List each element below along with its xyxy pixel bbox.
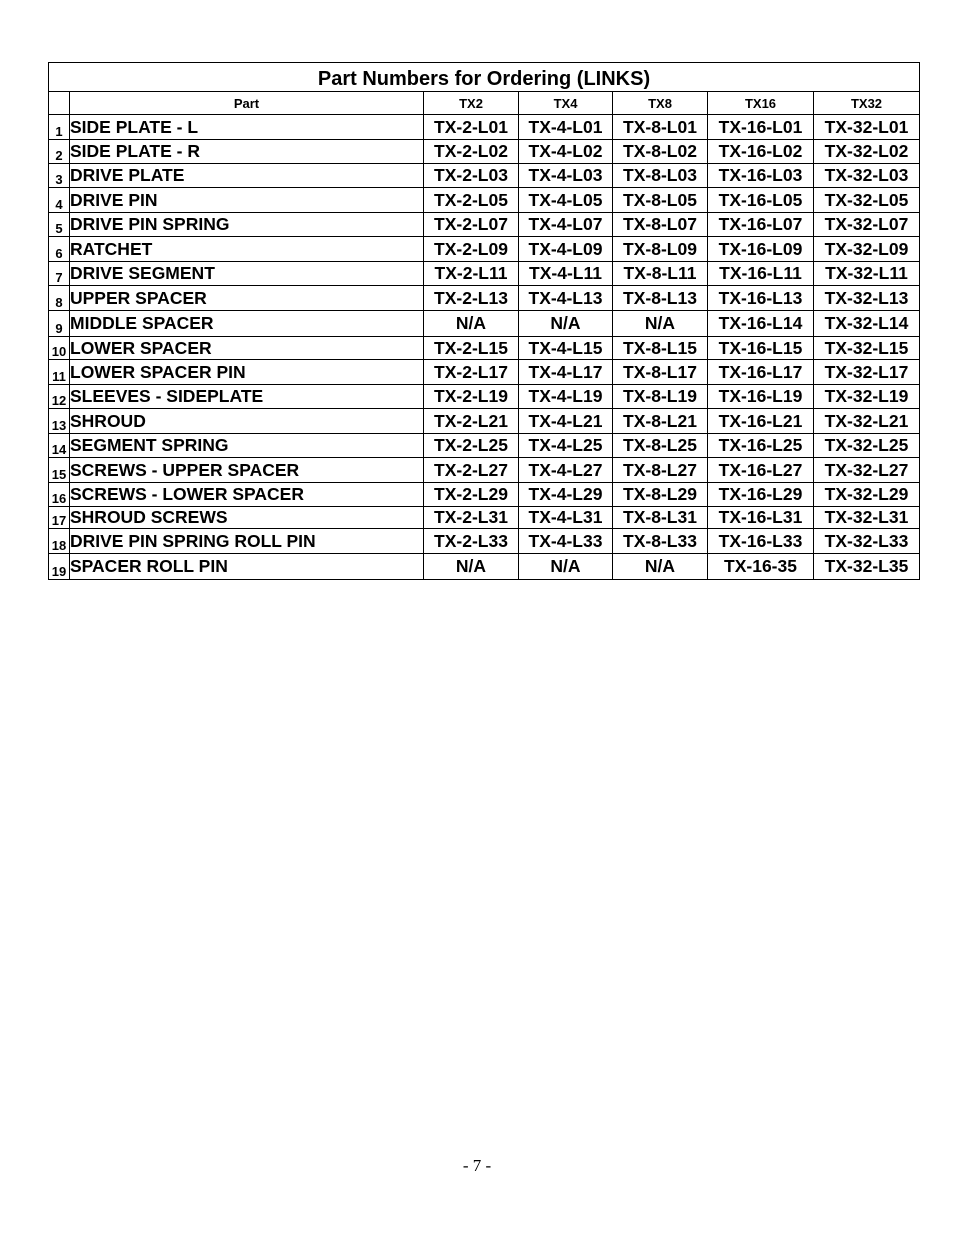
row-number: 12 xyxy=(49,385,70,409)
table-row xyxy=(49,164,920,188)
part-name: SCREWS - UPPER SPACER xyxy=(70,458,424,483)
header-tx32: TX32 xyxy=(814,92,920,115)
part-name: DRIVE PLATE xyxy=(70,164,424,188)
table-row xyxy=(49,385,920,409)
row-number: 2 xyxy=(49,140,70,164)
part-number-tx4: TX-4-L01 xyxy=(519,115,613,140)
part-number-tx4: TX-4-L17 xyxy=(519,360,613,385)
part-number-tx16: TX-16-L05 xyxy=(708,188,814,213)
part-number-tx4: TX-4-L33 xyxy=(519,529,613,554)
part-number-tx4: TX-4-L13 xyxy=(519,286,613,311)
header-part: Part xyxy=(70,92,424,115)
part-number-tx8: TX-8-L17 xyxy=(613,360,708,385)
part-number-tx2: TX-2-L15 xyxy=(424,337,519,360)
part-number-tx8: TX-8-L27 xyxy=(613,458,708,483)
row-number: 5 xyxy=(49,213,70,237)
header-tx16: TX16 xyxy=(708,92,814,115)
part-number-tx32: TX-32-L33 xyxy=(814,529,920,554)
row-number: 10 xyxy=(49,337,70,360)
part-number-tx2: TX-2-L07 xyxy=(424,213,519,237)
row-number: 14 xyxy=(49,434,70,458)
table-row xyxy=(49,286,920,311)
part-number-tx32: TX-32-L29 xyxy=(814,483,920,507)
part-number-tx2: TX-2-L33 xyxy=(424,529,519,554)
row-number: 9 xyxy=(49,311,70,337)
part-number-tx8: TX-8-L09 xyxy=(613,237,708,262)
part-number-tx32: TX-32-L19 xyxy=(814,385,920,409)
part-number-tx8: TX-8-L07 xyxy=(613,213,708,237)
part-number-tx32: TX-32-L11 xyxy=(814,262,920,286)
part-name: SPACER ROLL PIN xyxy=(70,554,424,580)
part-number-tx4: TX-4-L31 xyxy=(519,507,613,529)
part-number-tx32: TX-32-L15 xyxy=(814,337,920,360)
row-number: 6 xyxy=(49,237,70,262)
part-number-tx2: TX-2-L02 xyxy=(424,140,519,164)
table-row xyxy=(49,554,920,580)
part-number-tx32: TX-32-L13 xyxy=(814,286,920,311)
parts-body xyxy=(49,115,920,580)
part-number-tx8: N/A xyxy=(613,311,708,337)
header-tx2: TX2 xyxy=(424,92,519,115)
part-number-tx16: TX-16-L14 xyxy=(708,311,814,337)
part-number-tx2: TX-2-L25 xyxy=(424,434,519,458)
part-number-tx32: TX-32-L14 xyxy=(814,311,920,337)
part-number-tx32: TX-32-L31 xyxy=(814,507,920,529)
part-number-tx2: TX-2-L21 xyxy=(424,409,519,434)
part-number-tx4: TX-4-L29 xyxy=(519,483,613,507)
part-number-tx4: TX-4-L21 xyxy=(519,409,613,434)
part-number-tx8: TX-8-L31 xyxy=(613,507,708,529)
part-number-tx8: TX-8-L13 xyxy=(613,286,708,311)
part-number-tx2: TX-2-L09 xyxy=(424,237,519,262)
table-row xyxy=(49,262,920,286)
part-number-tx4: TX-4-L07 xyxy=(519,213,613,237)
row-number: 1 xyxy=(49,115,70,140)
part-number-tx8: TX-8-L29 xyxy=(613,483,708,507)
part-number-tx16: TX-16-L33 xyxy=(708,529,814,554)
header-row xyxy=(49,92,920,115)
row-number: 11 xyxy=(49,360,70,385)
part-number-tx2: TX-2-L11 xyxy=(424,262,519,286)
part-number-tx16: TX-16-L27 xyxy=(708,458,814,483)
part-number-tx32: TX-32-L05 xyxy=(814,188,920,213)
table-row xyxy=(49,213,920,237)
part-number-tx4: N/A xyxy=(519,554,613,580)
part-number-tx8: TX-8-L03 xyxy=(613,164,708,188)
part-number-tx4: TX-4-L11 xyxy=(519,262,613,286)
part-number-tx4: TX-4-L03 xyxy=(519,164,613,188)
part-number-tx16: TX-16-L15 xyxy=(708,337,814,360)
part-number-tx16: TX-16-L29 xyxy=(708,483,814,507)
table-row xyxy=(49,507,920,529)
table-row xyxy=(49,311,920,337)
part-name: DRIVE PIN SPRING ROLL PIN xyxy=(70,529,424,554)
part-number-tx16: TX-16-L03 xyxy=(708,164,814,188)
table-row xyxy=(49,237,920,262)
part-number-tx2: TX-2-L05 xyxy=(424,188,519,213)
part-number-tx32: TX-32-L35 xyxy=(814,554,920,580)
part-number-tx32: TX-32-L27 xyxy=(814,458,920,483)
part-number-tx4: TX-4-L09 xyxy=(519,237,613,262)
row-number: 4 xyxy=(49,188,70,213)
table-title: Part Numbers for Ordering (LINKS) xyxy=(49,63,920,92)
table-row xyxy=(49,360,920,385)
part-number-tx16: TX-16-L01 xyxy=(708,115,814,140)
part-number-tx8: TX-8-L02 xyxy=(613,140,708,164)
part-number-tx8: TX-8-L05 xyxy=(613,188,708,213)
part-number-tx2: TX-2-L03 xyxy=(424,164,519,188)
part-name: RATCHET xyxy=(70,237,424,262)
part-name: SEGMENT SPRING xyxy=(70,434,424,458)
part-name: SHROUD SCREWS xyxy=(70,507,424,529)
part-number-tx16: TX-16-L09 xyxy=(708,237,814,262)
part-number-tx2: TX-2-L01 xyxy=(424,115,519,140)
part-number-tx32: TX-32-L03 xyxy=(814,164,920,188)
part-number-tx32: TX-32-L01 xyxy=(814,115,920,140)
part-number-tx16: TX-16-L11 xyxy=(708,262,814,286)
table-row xyxy=(49,529,920,554)
row-number: 19 xyxy=(49,554,70,580)
part-number-tx4: TX-4-L05 xyxy=(519,188,613,213)
part-number-tx16: TX-16-L31 xyxy=(708,507,814,529)
part-number-tx8: TX-8-L11 xyxy=(613,262,708,286)
part-number-tx32: TX-32-L09 xyxy=(814,237,920,262)
row-number: 7 xyxy=(49,262,70,286)
part-number-tx16: TX-16-L19 xyxy=(708,385,814,409)
header-tx8: TX8 xyxy=(613,92,708,115)
part-name: UPPER SPACER xyxy=(70,286,424,311)
part-number-tx2: N/A xyxy=(424,311,519,337)
part-number-tx8: N/A xyxy=(613,554,708,580)
part-number-tx32: TX-32-L02 xyxy=(814,140,920,164)
table-row xyxy=(49,337,920,360)
page-number: - 7 - xyxy=(462,1156,492,1175)
part-name: DRIVE PIN xyxy=(70,188,424,213)
part-number-tx2: TX-2-L19 xyxy=(424,385,519,409)
part-name: LOWER SPACER PIN xyxy=(70,360,424,385)
part-number-tx8: TX-8-L15 xyxy=(613,337,708,360)
table-row xyxy=(49,140,920,164)
part-number-tx32: TX-32-L07 xyxy=(814,213,920,237)
table-row xyxy=(49,188,920,213)
row-number: 13 xyxy=(49,409,70,434)
table-row xyxy=(49,434,920,458)
part-number-tx16: TX-16-35 xyxy=(708,554,814,580)
parts-table xyxy=(48,62,920,580)
part-number-tx16: TX-16-L07 xyxy=(708,213,814,237)
row-number: 17 xyxy=(49,507,70,529)
part-number-tx8: TX-8-L19 xyxy=(613,385,708,409)
row-number: 15 xyxy=(49,458,70,483)
part-number-tx4: TX-4-L02 xyxy=(519,140,613,164)
part-number-tx2: TX-2-L13 xyxy=(424,286,519,311)
part-number-tx8: TX-8-L01 xyxy=(613,115,708,140)
part-number-tx2: TX-2-L29 xyxy=(424,483,519,507)
part-number-tx8: TX-8-L25 xyxy=(613,434,708,458)
part-name: SIDE PLATE - R xyxy=(70,140,424,164)
part-number-tx32: TX-32-L25 xyxy=(814,434,920,458)
part-number-tx2: TX-2-L31 xyxy=(424,507,519,529)
row-number: 8 xyxy=(49,286,70,311)
part-number-tx4: TX-4-L25 xyxy=(519,434,613,458)
part-number-tx4: N/A xyxy=(519,311,613,337)
row-number: 18 xyxy=(49,529,70,554)
table-row xyxy=(49,483,920,507)
header-tx4: TX4 xyxy=(519,92,613,115)
part-number-tx4: TX-4-L19 xyxy=(519,385,613,409)
table-row xyxy=(49,409,920,434)
row-number: 16 xyxy=(49,483,70,507)
part-name: SHROUD xyxy=(70,409,424,434)
part-name: LOWER SPACER xyxy=(70,337,424,360)
part-number-tx4: TX-4-L27 xyxy=(519,458,613,483)
part-number-tx2: TX-2-L17 xyxy=(424,360,519,385)
table-row xyxy=(49,115,920,140)
part-name: MIDDLE SPACER xyxy=(70,311,424,337)
part-number-tx16: TX-16-L13 xyxy=(708,286,814,311)
part-name: SIDE PLATE - L xyxy=(70,115,424,140)
part-number-tx32: TX-32-L21 xyxy=(814,409,920,434)
part-number-tx16: TX-16-L21 xyxy=(708,409,814,434)
part-number-tx16: TX-16-L02 xyxy=(708,140,814,164)
part-number-tx32: TX-32-L17 xyxy=(814,360,920,385)
header-number xyxy=(49,92,70,115)
table-row xyxy=(49,458,920,483)
part-number-tx16: TX-16-L25 xyxy=(708,434,814,458)
part-name: DRIVE PIN SPRING xyxy=(70,213,424,237)
row-number: 3 xyxy=(49,164,70,188)
part-number-tx8: TX-8-L33 xyxy=(613,529,708,554)
part-number-tx8: TX-8-L21 xyxy=(613,409,708,434)
part-name: SCREWS - LOWER SPACER xyxy=(70,483,424,507)
part-number-tx2: TX-2-L27 xyxy=(424,458,519,483)
part-name: SLEEVES - SIDEPLATE xyxy=(70,385,424,409)
part-name: DRIVE SEGMENT xyxy=(70,262,424,286)
part-number-tx2: N/A xyxy=(424,554,519,580)
part-number-tx16: TX-16-L17 xyxy=(708,360,814,385)
part-number-tx4: TX-4-L15 xyxy=(519,337,613,360)
